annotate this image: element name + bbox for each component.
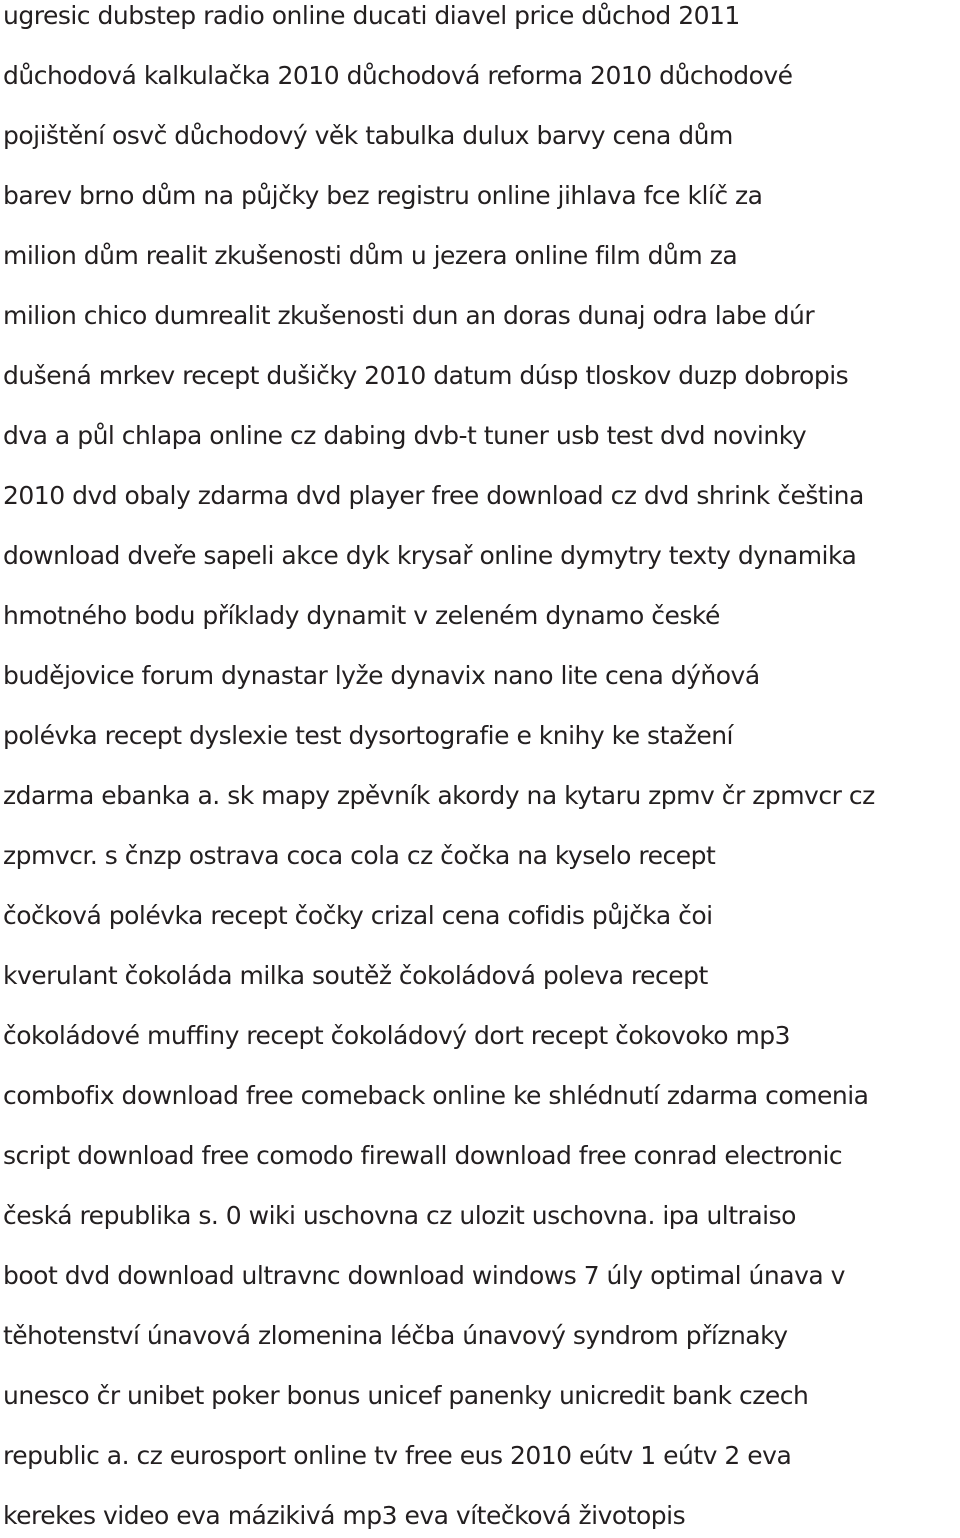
text-line: těhotenství únavová zlomenina léčba únavový syndrom příznaky [3,1321,788,1350]
text-line: polévka recept dyslexie test dysortografie e knihy ke stažení [3,721,733,750]
text-line: pojištění osvč důchodový věk tabulka dulux barvy cena dům [3,121,733,150]
text-line: dva a půl chlapa online cz dabing dvb-t tuner usb test dvd novinky [3,421,807,450]
text-line: milion dům realit zkušenosti dům u jezera online film dům za [3,241,738,270]
text-line: zpmvcr. s čnzp ostrava coca cola cz čočka na kyselo recept [3,841,716,870]
text-line: republic a. cz eurosport online tv free eus 2010 eútv 1 eútv 2 eva [3,1441,792,1470]
text-line: combofix download free comeback online ke shlédnutí zdarma comenia [3,1081,869,1110]
text-line: důchodová kalkulačka 2010 důchodová reforma 2010 důchodové [3,61,793,90]
text-line: 2010 dvd obaly zdarma dvd player free download cz dvd shrink čeština [3,481,864,510]
text-line: zdarma ebanka a. sk mapy zpěvník akordy na kytaru zpmv čr zpmvcr cz [3,781,875,810]
text-line: barev brno dům na půjčky bez registru online jihlava fce klíč za [3,181,763,210]
text-line: milion chico dumrealit zkušenosti dun an doras dunaj odra labe dúr [3,301,815,330]
text-line: script download free comodo firewall download free conrad electronic [3,1141,843,1170]
text-line: kerekes video eva mázikivá mp3 eva vítečková životopis [3,1501,686,1530]
text-line: boot dvd download ultravnc download windows 7 úly optimal únava v [3,1261,845,1290]
text-line: čočková polévka recept čočky crizal cena cofidis půjčka čoi [3,901,713,930]
text-line: česká republika s. 0 wiki uschovna cz ulozit uschovna. ipa ultraiso [3,1201,796,1230]
text-line: ugresic dubstep radio online ducati diavel price důchod 2011 [3,1,740,30]
text-line: dušená mrkev recept dušičky 2010 datum dúsp tloskov duzp dobropis [3,361,849,390]
text-line: budějovice forum dynastar lyže dynavix nano lite cena dýňová [3,661,760,690]
text-line: kverulant čokoláda milka soutěž čokoládová poleva recept [3,961,708,990]
text-line: unesco čr unibet poker bonus unicef panenky unicredit bank czech [3,1381,809,1410]
text-line: hmotného bodu příklady dynamit v zeleném dynamo české [3,601,720,630]
text-line: download dveře sapeli akce dyk krysař online dymytry texty dynamika [3,541,857,570]
text-line: čokoládové muffiny recept čokoládový dort recept čokovoko mp3 [3,1021,791,1050]
